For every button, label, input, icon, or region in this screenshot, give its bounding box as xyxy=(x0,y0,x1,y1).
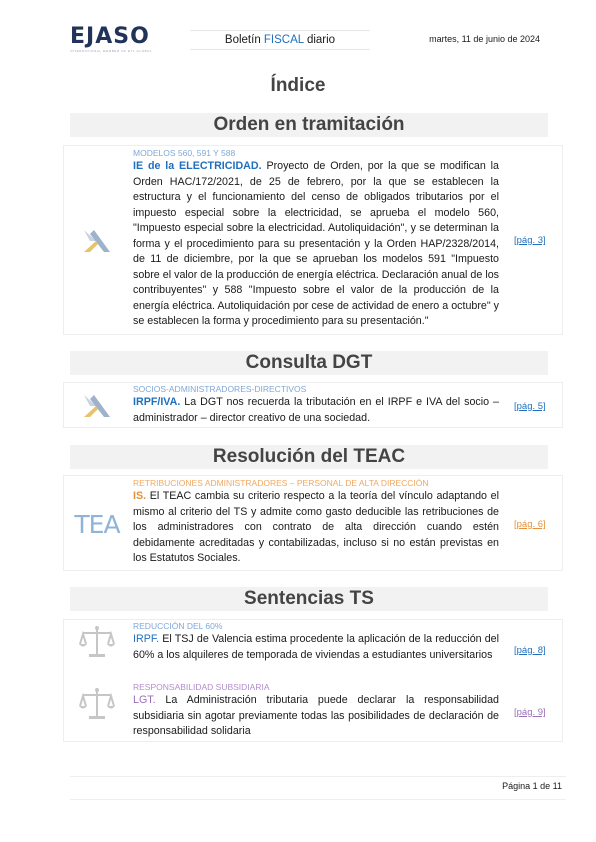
index-entry-is xyxy=(63,475,563,571)
agencia-tributaria-icon xyxy=(72,221,122,261)
page-footer xyxy=(70,776,566,800)
section-title-orden: Orden en tramitación xyxy=(70,113,548,137)
page-header xyxy=(70,22,540,54)
scales-of-justice-icon xyxy=(72,622,122,662)
issue-date: martes, 11 de junio de 2024 xyxy=(429,34,540,44)
page-link-3[interactable]: [pág. 3] xyxy=(514,235,546,246)
teac-logo-icon xyxy=(72,504,122,544)
index-entry-group-ts xyxy=(63,619,563,742)
entry-lead: IS. xyxy=(133,490,147,502)
entry-body xyxy=(133,489,499,567)
bulletin-prefix: Boletín xyxy=(224,34,264,46)
bulletin-title xyxy=(190,30,370,50)
entry-category: REDUCCIÓN DEL 60% xyxy=(133,621,223,631)
entry-description: El TEAC cambia su criterio respecto a la teoría del vínculo adaptando el mismo al criterio del TS y admite como gasto deducible las retribuciones de los administradores con contrato de alta dirección cuando estén debidamente acreditadas y contabilizadas, incluso si no están previstas en los Estatutos Sociales. xyxy=(133,490,499,564)
entry-category: MODELOS 560, 591 Y 588 xyxy=(133,148,236,158)
page-link-8[interactable]: [pág. 8] xyxy=(514,645,546,656)
entry-text-irpf xyxy=(133,621,499,663)
page-number: Página 1 de 11 xyxy=(502,781,562,791)
entry-description: La DGT nos recuerda la tributación en el IRPF e IVA del socio – administrador – director creativo de una sociedad. xyxy=(133,396,499,424)
page-title: Índice xyxy=(270,75,326,96)
entry-lead: LGT. xyxy=(133,694,156,706)
agencia-tributaria-icon xyxy=(72,386,122,426)
entry-body xyxy=(133,632,499,663)
index-entry-irpf-iva xyxy=(63,382,563,428)
page-link-5[interactable]: [pág. 5] xyxy=(514,401,546,412)
entry-category: RETRIBUCIONES ADMINISTRADORES – PERSONAL DE ALTA DIRECCIÓN xyxy=(133,478,429,488)
bulletin-accent: FISCAL xyxy=(263,34,304,46)
entry-body xyxy=(133,159,499,330)
entry-category: RESPONSABILIDAD SUBSIDIARIA xyxy=(133,682,270,692)
entry-lead: IRPF. xyxy=(133,633,160,645)
entry-description: Proyecto de Orden, por la que se modifican la Orden HAC/172/2021, de 25 de febrero, por la que se establecen la estructura y el funcionamiento del censo de obligados tributarios por el impuesto especial sobre la electricidad, se aprueba el modelo 560, "Impuesto especial sobre la electricidad. Autoliquidación", y se determinan la forma y el procedimiento para su presentación y la Orden HAP/2328/2014, de 11 de diciembre, por la que se aprueban los modelos 591 "Impuesto sobre el valor de la producción de energía eléctrica. Declaración anual de los contribuyentes" y 588 "Impuesto sobre el valor de la producción de la energía eléctrica. Autoliquidación por cese de actividad de enero a octubre" y se establecen la forma y procedimiento para su presentación." xyxy=(133,160,499,327)
logo-wordmark: EJASO xyxy=(70,24,150,49)
section-title-teac: Resolución del TEAC xyxy=(70,445,548,469)
teac-logo-text: TEA xyxy=(74,509,120,539)
entry-description: La Administración tributaria puede declarar la responsabilidad subsidiaria sin agotar previamente todas las posibilidades de declaración de responsabilidad solidaria xyxy=(133,694,499,737)
section-title-consulta: Consulta DGT xyxy=(70,351,548,375)
ejaso-logo xyxy=(70,26,160,53)
page-link-9[interactable]: [pág. 9] xyxy=(514,707,546,718)
scales-of-justice-icon xyxy=(72,684,122,724)
entry-text-lgt xyxy=(133,682,499,740)
entry-lead: IE de la ELECTRICIDAD. xyxy=(133,160,262,172)
entry-body xyxy=(133,693,499,740)
bulletin-suffix: diario xyxy=(303,34,336,46)
section-title-ts: Sentencias TS xyxy=(70,587,548,611)
entry-body xyxy=(133,395,499,426)
entry-lead: IRPF/IVA. xyxy=(133,396,181,408)
entry-text xyxy=(133,384,499,426)
logo-tagline: INTERNATIONAL MEMBER OF ETL GLOBAL xyxy=(70,49,153,53)
entry-text xyxy=(133,148,499,330)
entry-description: El TSJ de Valencia estima procedente la aplicación de la reducción del 60% a los alquileres de temporada de viviendas a estudiantes universitarios xyxy=(133,633,499,661)
entry-category: SOCIOS-ADMINISTRADORES-DIRECTIVOS xyxy=(133,384,307,394)
page-link-6[interactable]: [pág. 6] xyxy=(514,519,546,530)
entry-text xyxy=(133,478,499,567)
index-entry-electricidad xyxy=(63,145,563,335)
